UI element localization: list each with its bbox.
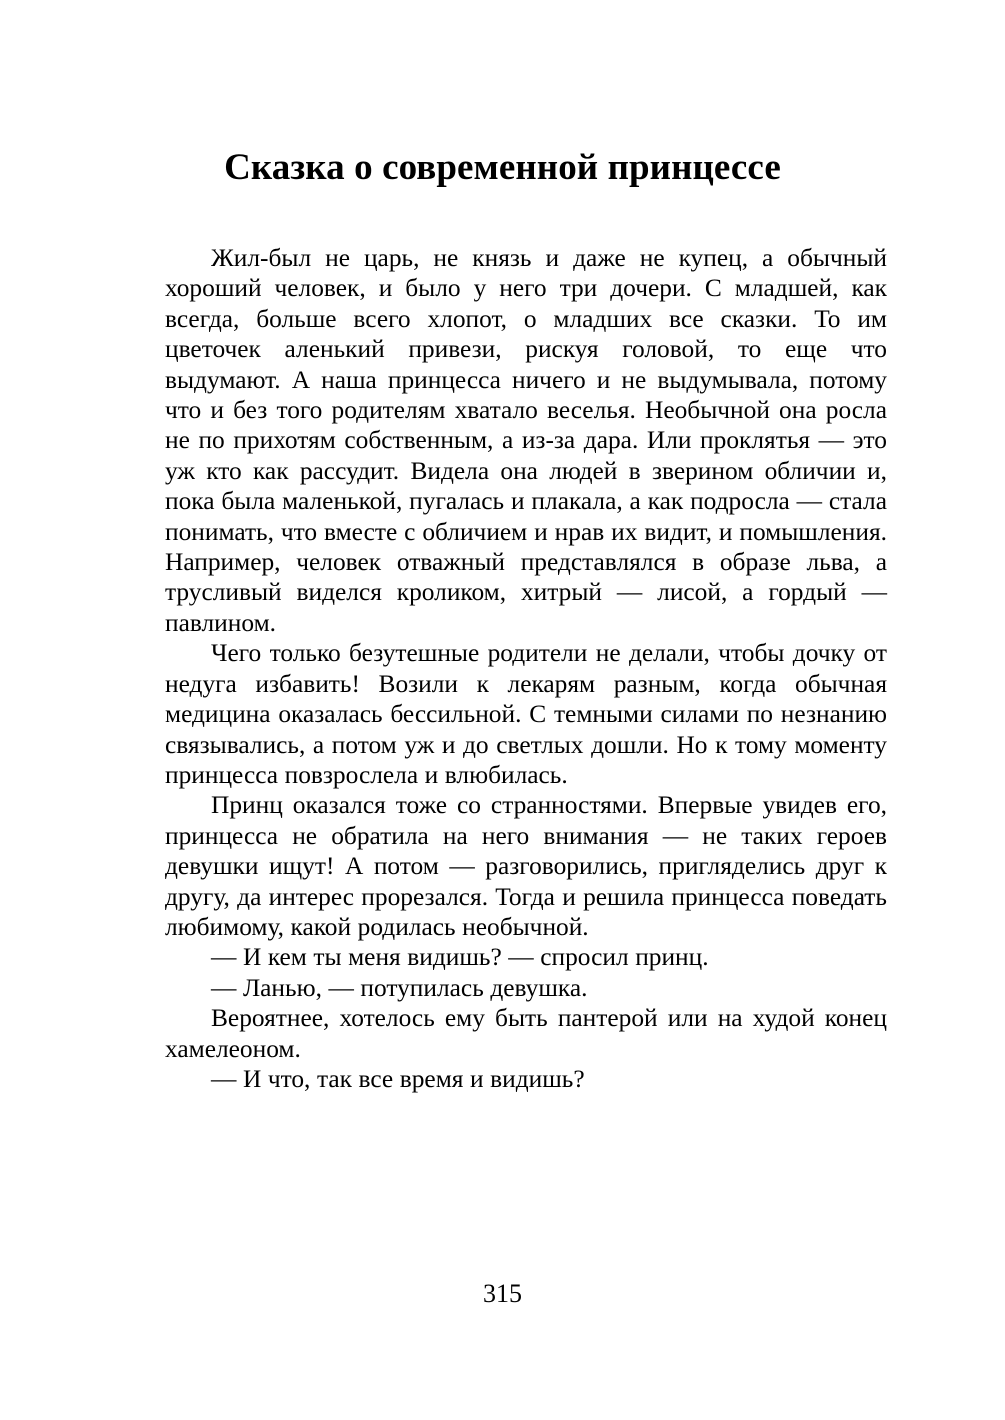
- page-title: Сказка о современной принцессе: [224, 146, 781, 188]
- dialogue-line: — Ланью, — потупилась девушка.: [211, 973, 588, 1002]
- paragraph: Чего только безутешные родители не делали, чтобы дочку от недуга избавить! Возили к лекарям разным, когда обычная медицина оказалась бессильной. С темными силами по незнанию связывались, а потом уж и до светлых дошли. Но к тому моменту принцесса повзрослела и влюбилась.: [165, 639, 887, 789]
- paragraph: Жил-был не царь, не князь и даже не купец, а обычный хороший человек, и было у него три дочери. С младшей, как всегда, больше всего хлопот, о младших все сказки. То им цветочек аленький привези, рискуя головой, то еще что выдумают. А наша принцесса ничего и не выдумывала, потому что и без того родителям хватало веселья. Необычной она росла не по прихотям собственным, а из-за дара. Или проклятья — это уж кто как рассудит. Видела она людей в зверином обличии и, пока была маленькой, пугалась и плакала, а как подросла — стала понимать, что вместе с обличием и нрав их видит, и помышления. Например, человек отважный представлялся в образе льва, а трусливый виделся кроликом, хитрый — лисой, а гордый — павлином.: [165, 244, 887, 637]
- body-text-block: [165, 243, 887, 1094]
- page-number: 315: [483, 1279, 522, 1308]
- paragraph: Вероятнее, хотелось ему быть пантерой или на худой конец хамелеоном.: [165, 1004, 887, 1063]
- dialogue-line: — И кем ты меня видишь? — спросил принц.: [211, 943, 709, 972]
- dialogue-line: — И что, так все время и видишь?: [211, 1064, 585, 1093]
- paragraph: Принц оказался тоже со странностями. Впервые увидев его, принцесса не обратила на него внимания — не таких героев девушки ищут! А потом — разговорились, пригляделись друг к другу, да интерес прорезался. Тогда и решила принцесса поведать любимому, какой родилась необычной.: [165, 791, 887, 941]
